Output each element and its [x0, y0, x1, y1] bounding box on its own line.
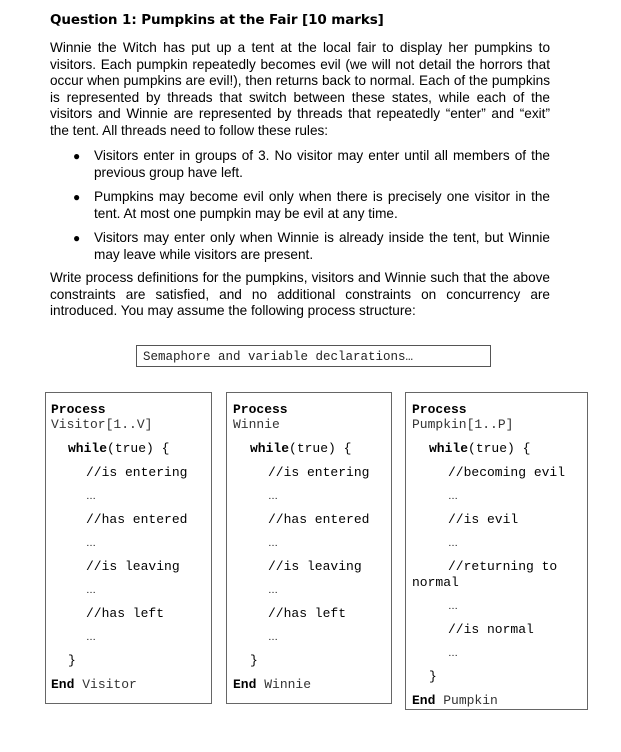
ellipsis: … [448, 538, 458, 549]
while-condition: (true) { [107, 441, 170, 456]
rules-list [50, 148, 550, 272]
rule-text: Visitors enter in groups of 3. No visitor may enter until all members of the previous group have left. [94, 148, 550, 180]
visitor-process-box [45, 392, 212, 704]
process-keyword: Process [51, 402, 106, 417]
end-name: Visitor [82, 677, 137, 692]
process-end [412, 693, 498, 708]
process-header [51, 402, 106, 417]
process-keyword: Process [233, 402, 288, 417]
process-end [51, 677, 137, 692]
end-keyword: End [51, 677, 75, 692]
comment-entered: //has entered [268, 512, 370, 527]
comment-returning-cont: normal [412, 575, 459, 590]
while-keyword: while [429, 441, 469, 456]
comment-left: //has left [268, 606, 347, 621]
close-brace: } [250, 653, 258, 668]
bullet-icon: ● [73, 231, 81, 246]
comment-is-normal: //is normal [448, 622, 534, 637]
end-name: Winnie [264, 677, 312, 692]
close-brace: } [68, 653, 76, 668]
process-header [233, 402, 288, 417]
process-name: Winnie [233, 417, 280, 432]
comment-leaving: //is leaving [268, 559, 362, 574]
while-condition: (true) { [289, 441, 352, 456]
while-condition: (true) { [468, 441, 531, 456]
ellipsis: … [268, 585, 278, 596]
while-keyword: while [250, 441, 290, 456]
comment-entering: //is entering [86, 465, 188, 480]
question-title: Question 1: Pumpkins at the Fair [10 marks] [50, 12, 384, 28]
ellipsis: … [448, 601, 458, 612]
bullet-icon: ● [73, 190, 81, 205]
process-name: Visitor[1..V] [51, 417, 153, 432]
rule-text: Pumpkins may become evil only when there is precisely one visitor in the tent. At most one pumpkin may be evil at any time. [94, 189, 550, 221]
rule-text: Visitors may enter only when Winnie is already inside the tent, but Winnie may leave while visitors are present. [94, 230, 550, 262]
while-loop [250, 441, 351, 456]
ellipsis: … [86, 585, 96, 596]
ellipsis: … [268, 538, 278, 549]
while-loop [429, 441, 530, 456]
while-keyword: while [68, 441, 108, 456]
comment-becoming-evil: //becoming evil [448, 465, 566, 480]
comment-left: //has left [86, 606, 165, 621]
while-loop [68, 441, 169, 456]
process-name: Pumpkin[1..P] [412, 417, 514, 432]
ellipsis: … [86, 632, 96, 643]
ellipsis: … [268, 491, 278, 502]
pumpkin-process-box [405, 392, 588, 710]
bullet-icon: ● [73, 149, 81, 163]
comment-leaving: //is leaving [86, 559, 180, 574]
ellipsis: … [86, 538, 96, 549]
process-end [233, 677, 311, 692]
rule-item [50, 148, 550, 181]
winnie-process-box [226, 392, 392, 704]
end-name: Pumpkin [443, 693, 498, 708]
comment-is-evil: //is evil [448, 512, 519, 527]
ellipsis: … [268, 632, 278, 643]
process-header [412, 402, 467, 417]
comment-entered: //has entered [86, 512, 188, 527]
end-keyword: End [412, 693, 436, 708]
task-paragraph: Write process definitions for the pumpkins, visitors and Winnie such that the above constraints are satisfied, and no additional constraints on concurrency are introduced. You may assume the following process structure: [50, 270, 550, 319]
ellipsis: … [86, 491, 96, 502]
intro-paragraph: Winnie the Witch has put up a tent at the local fair to display her pumpkins to visitors. Each pumpkin repeatedly becomes evil (we will not detail the horrors that occur when pumpkins are evil!), then returns back to normal. Each of the pumpkins is represented by threads that switch between these states, while each of the visitors and Winnie are represented by threads that repeatedly “enter” and “exit” the tent. All threads need to follow these rules: [50, 40, 550, 138]
ellipsis: … [448, 491, 458, 502]
rule-item [50, 230, 550, 263]
ellipsis: … [448, 648, 458, 659]
process-keyword: Process [412, 402, 467, 417]
declarations-box: Semaphore and variable declarations… [136, 345, 491, 367]
end-keyword: End [233, 677, 257, 692]
comment-returning: //returning to [448, 559, 558, 574]
close-brace: } [429, 669, 437, 684]
comment-entering: //is entering [268, 465, 370, 480]
rule-item [50, 189, 550, 222]
